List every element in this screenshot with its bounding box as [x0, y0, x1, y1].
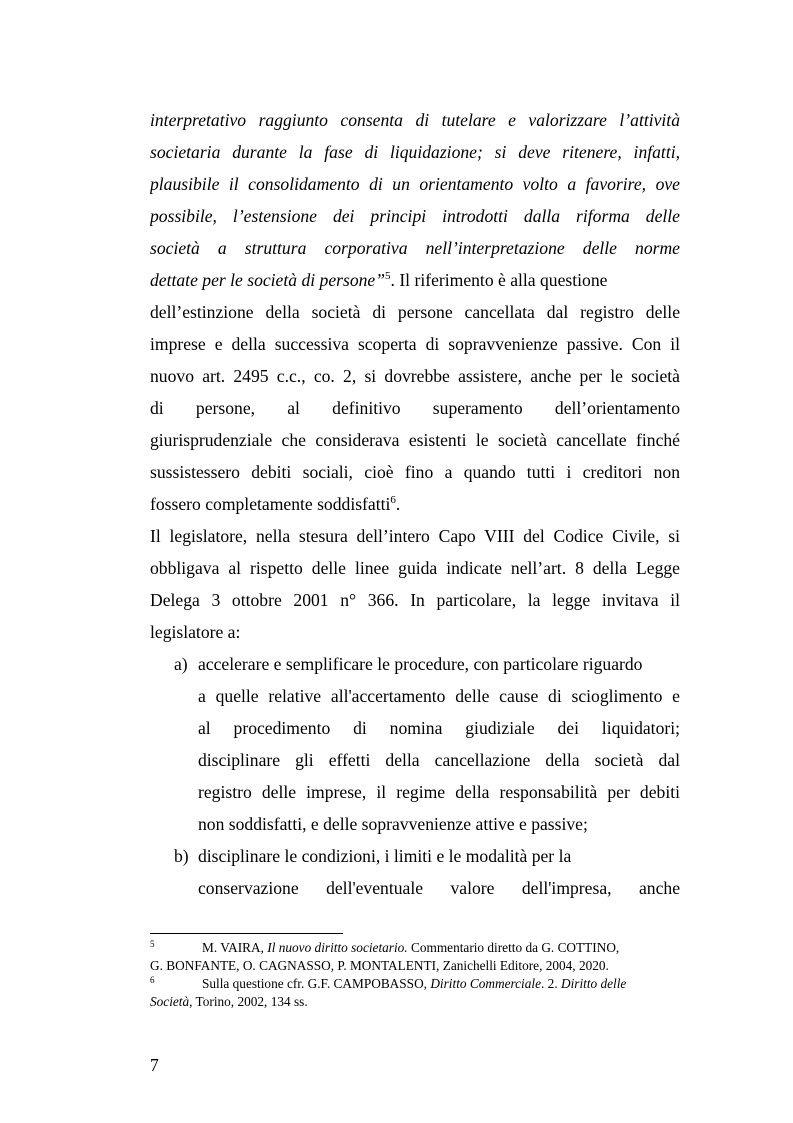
text-line [150, 488, 680, 520]
text-line: obbligava al rispetto delle linee guida indicate nell’art. 8 della Legge [150, 558, 680, 578]
text-line: conservazione dell'eventuale valore dell'impresa, anche [198, 878, 680, 898]
text-segment: . [395, 494, 401, 514]
text-line: plausibile il consolidamento di un orientamento volto a favorire, ove [150, 174, 680, 194]
footnotes [150, 939, 680, 1011]
text-line [150, 648, 680, 680]
text-line: imprese e della successiva scoperta di sopravvenienze passive. Con il [150, 334, 680, 354]
text-line: disciplinare gli effetti della cancellazione della società dal [198, 750, 680, 770]
text-segment: Società [150, 994, 190, 1009]
text-line: nuovo art. 2495 c.c., co. 2, si dovrebbe assistere, anche per le società [150, 366, 680, 386]
text-line: societaria durante la fase di liquidazione; si deve ritenere, infatti, [150, 142, 680, 162]
text-line: giurisprudenziale che considerava esistenti le società cancellate finché [150, 430, 680, 450]
text-line: dell’estinzione della società di persone cancellata dal registro delle [150, 302, 680, 322]
text-line: G. BONFANTE, O. CAGNASSO, P. MONTALENTI, Zanichelli Editore, 2004, 2020. [150, 958, 609, 973]
text-segment: Il nuovo diritto societario. [267, 940, 408, 955]
text-segment: fossero completamente soddisfatti [150, 494, 391, 514]
text-line: interpretativo raggiunto consenta di tutelare e valorizzare l’attività [150, 110, 680, 130]
quote-end: dettate per le società di persone” [150, 270, 386, 290]
list-item-a [150, 648, 680, 840]
text-segment: Diritto Commerciale [430, 976, 542, 991]
text-segment: . 2. [541, 976, 561, 991]
body-text [150, 104, 680, 904]
text-segment: disciplinare le condizioni, i limiti e le modalità per la [198, 846, 572, 866]
text-segment: Diritto delle [560, 976, 627, 991]
text-line: legislatore a: [150, 622, 241, 642]
text-segment: M. VAIRA, [202, 940, 268, 955]
text-segment: . Il riferimento è alla questione [390, 270, 608, 290]
text-line: sussistessero debiti sociali, cioè fino a quando tutti i creditori non [150, 462, 680, 482]
text-line: società a struttura corporativa nell’interpretazione delle norme [150, 238, 680, 258]
text-line: 6 Sulla questione cfr. G.F. CAMPOBASSO, Diritto Commerciale. 2. Diritto delle [150, 974, 627, 991]
footnote-6 [150, 975, 680, 1011]
text-line: Il legislatore, nella stesura dell’intero Capo VIII del Codice Civile, si [150, 526, 680, 546]
list-item-b [150, 840, 680, 904]
text-line: registro delle imprese, il regime della responsabilità per debiti [198, 782, 680, 802]
text-line: non soddisfatti, e delle sopravvenienze attive e passive; [198, 814, 588, 834]
text-line: di persone, al definitivo superamento dell’orientamento [150, 398, 680, 418]
text-line: al procedimento di nomina giudiziale dei liquidatori; [198, 718, 680, 738]
text-line [150, 264, 680, 296]
text-line: 5 M. VAIRA, Il nuovo diritto societario. Commentario diretto da G. COTTINO, [150, 938, 620, 955]
text-segment: accelerare e semplificare le procedure, con particolare riguardo [198, 654, 643, 674]
text-line [150, 993, 680, 1011]
text-line: a quelle relative all'accertamento delle cause di scioglimento e [198, 686, 680, 706]
page-number: 7 [150, 1055, 159, 1075]
footnote-5 [150, 939, 680, 975]
footnote-ref-6[interactable]: 6 [390, 494, 396, 507]
text-segment: Commentario diretto da G. COTTINO, [407, 940, 620, 955]
text-line [150, 840, 680, 872]
text-line: possibile, l’estensione dei principi introdotti dalla riforma delle [150, 206, 680, 226]
text-line: Delega 3 ottobre 2001 n° 366. In particolare, la legge invitava il [150, 590, 680, 610]
list-marker: a) [174, 654, 188, 674]
list-marker: b) [174, 846, 189, 866]
text-segment: , Torino, 2002, 134 ss. [189, 994, 308, 1009]
text-segment: Sulla questione cfr. G.F. CAMPOBASSO, [202, 976, 431, 991]
footnote-ref-5[interactable]: 5 [385, 270, 391, 283]
footnote-separator [150, 933, 343, 934]
